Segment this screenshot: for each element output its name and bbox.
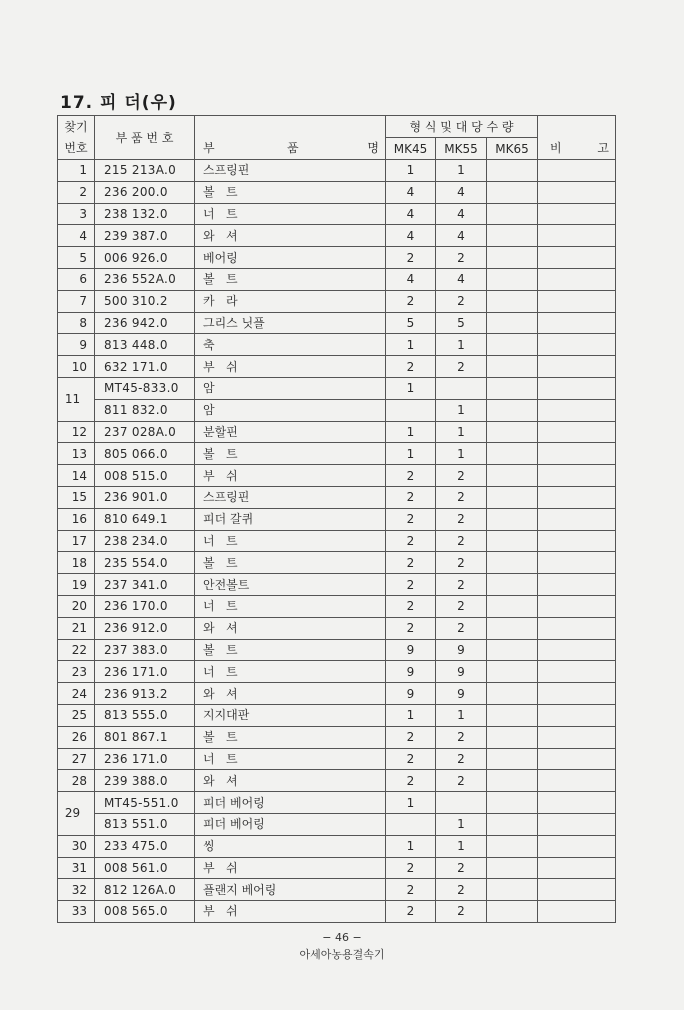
cell-qty-mk65 [487,617,538,639]
cell-part-name: 피더 갈퀴 [195,508,386,530]
cell-part-no: 236 942.0 [95,312,195,334]
cell-part-no: 801 867.1 [95,726,195,748]
cell-find-no: 20 [58,595,95,617]
cell-remarks [538,617,616,639]
cell-find-no: 19 [58,574,95,596]
cell-find-no: 18 [58,552,95,574]
cell-find-no: 8 [58,312,95,334]
table-row [58,835,616,857]
cell-qty-mk45: 2 [386,770,436,792]
cell-part-no: 811 832.0 [95,399,195,421]
cell-part-name: 부 쉬 [195,465,386,487]
cell-qty-mk45: 1 [386,334,436,356]
cell-part-name: 피더 베어링 [195,813,386,835]
cell-remarks [538,661,616,683]
cell-qty-mk45: 1 [386,377,436,399]
header-remarks-right: 고 [597,140,609,155]
cell-part-name: 너 트 [195,595,386,617]
cell-part-no: 239 387.0 [95,225,195,247]
cell-find-no: 6 [58,268,95,290]
cell-part-no: 236 200.0 [95,181,195,203]
cell-qty-mk55: 1 [436,835,487,857]
cell-qty-mk65 [487,639,538,661]
cell-part-no: 235 554.0 [95,552,195,574]
cell-remarks [538,683,616,705]
cell-remarks [538,181,616,203]
table-row [58,225,616,247]
cell-part-no: 813 555.0 [95,704,195,726]
cell-remarks [538,639,616,661]
cell-qty-mk55: 2 [436,247,487,269]
cell-qty-mk55: 2 [436,595,487,617]
cell-qty-mk55: 2 [436,508,487,530]
cell-part-name: 부 쉬 [195,901,386,923]
cell-part-name: 와 셔 [195,683,386,705]
cell-part-no: 236 552A.0 [95,268,195,290]
cell-qty-mk45: 1 [386,704,436,726]
cell-part-no: 500 310.2 [95,290,195,312]
table-row [58,639,616,661]
cell-qty-mk55: 1 [436,160,487,182]
cell-qty-mk55: 2 [436,290,487,312]
cell-find-no: 21 [58,617,95,639]
cell-qty-mk65 [487,835,538,857]
cell-qty-mk55 [436,792,487,814]
table-row [58,268,616,290]
cell-qty-mk55: 9 [436,639,487,661]
cell-part-name: 너 트 [195,748,386,770]
table-row [58,421,616,443]
cell-find-no: 2 [58,181,95,203]
cell-qty-mk55: 9 [436,661,487,683]
cell-qty-mk55: 1 [436,334,487,356]
cell-part-name: 씽 [195,835,386,857]
cell-part-no: 805 066.0 [95,443,195,465]
cell-part-name: 암 [195,377,386,399]
cell-remarks [538,247,616,269]
cell-part-name: 볼 트 [195,552,386,574]
cell-part-name: 부 쉬 [195,857,386,879]
cell-qty-mk55: 2 [436,770,487,792]
cell-qty-mk65 [487,552,538,574]
cell-part-name: 너 트 [195,203,386,225]
cell-qty-mk65 [487,312,538,334]
cell-remarks [538,225,616,247]
cell-qty-mk55 [436,377,487,399]
cell-remarks [538,792,616,814]
cell-qty-mk45: 2 [386,879,436,901]
page-title: 17. 피 더(우) [60,93,177,113]
cell-qty-mk45: 2 [386,901,436,923]
cell-find-no: 5 [58,247,95,269]
cell-qty-mk65 [487,225,538,247]
cell-qty-mk45: 2 [386,247,436,269]
cell-remarks [538,443,616,465]
cell-find-no: 14 [58,465,95,487]
cell-part-name: 베어링 [195,247,386,269]
cell-qty-mk55: 2 [436,748,487,770]
cell-qty-mk55: 2 [436,486,487,508]
cell-qty-mk65 [487,443,538,465]
cell-find-no: 27 [58,748,95,770]
cell-qty-mk65 [487,290,538,312]
table-row [58,748,616,770]
cell-qty-mk65 [487,268,538,290]
header-part-name-mid: 품 [287,140,299,155]
cell-qty-mk45: 1 [386,792,436,814]
cell-qty-mk45: 2 [386,726,436,748]
cell-qty-mk45: 5 [386,312,436,334]
cell-find-no: 25 [58,704,95,726]
cell-qty-mk55: 2 [436,879,487,901]
cell-qty-mk45: 2 [386,574,436,596]
cell-qty-mk45: 2 [386,748,436,770]
table-header [58,116,616,160]
cell-part-no: 008 565.0 [95,901,195,923]
cell-part-no: 237 341.0 [95,574,195,596]
table-row [58,443,616,465]
cell-qty-mk45: 9 [386,661,436,683]
cell-qty-mk65 [487,160,538,182]
cell-part-name: 스프링핀 [195,160,386,182]
cell-part-no: 238 234.0 [95,530,195,552]
cell-qty-mk45: 4 [386,268,436,290]
table-row [58,770,616,792]
cell-part-no: 239 388.0 [95,770,195,792]
page-number: − 46 − [322,931,362,944]
cell-remarks [538,879,616,901]
cell-qty-mk45: 2 [386,290,436,312]
cell-find-no: 29 [58,792,95,836]
cell-part-no: 008 515.0 [95,465,195,487]
cell-remarks [538,203,616,225]
cell-remarks [538,770,616,792]
table-row [58,181,616,203]
table-body [58,160,616,923]
cell-qty-mk45: 4 [386,225,436,247]
cell-part-no: 236 170.0 [95,595,195,617]
cell-qty-mk45: 1 [386,421,436,443]
cell-part-name: 암 [195,399,386,421]
header-model-mk45: MK45 [386,138,436,160]
cell-qty-mk45: 2 [386,617,436,639]
table-row [58,595,616,617]
cell-find-no: 4 [58,225,95,247]
cell-part-name: 안전볼트 [195,574,386,596]
cell-qty-mk55: 1 [436,443,487,465]
table-row [58,203,616,225]
cell-find-no: 30 [58,835,95,857]
table-row [58,465,616,487]
cell-qty-mk45: 1 [386,443,436,465]
cell-qty-mk65 [487,857,538,879]
table-row [58,857,616,879]
cell-qty-mk45 [386,813,436,835]
table-row [58,879,616,901]
cell-qty-mk55: 2 [436,726,487,748]
header-part-name-left: 부 [203,140,215,155]
cell-qty-mk65 [487,661,538,683]
cell-remarks [538,530,616,552]
cell-qty-mk65 [487,595,538,617]
cell-remarks [538,508,616,530]
table-row [58,574,616,596]
cell-part-name: 볼 트 [195,181,386,203]
cell-find-no: 12 [58,421,95,443]
table-row [58,399,616,421]
cell-part-no: 236 171.0 [95,748,195,770]
cell-part-no: 236 912.0 [95,617,195,639]
cell-remarks [538,421,616,443]
cell-part-no: MT45-833.0 [95,377,195,399]
cell-remarks [538,857,616,879]
cell-part-no: 008 561.0 [95,857,195,879]
header-remarks-left: 비 [550,140,562,155]
table-row [58,160,616,182]
cell-find-no: 17 [58,530,95,552]
cell-qty-mk65 [487,356,538,378]
header-model-mk55: MK55 [436,138,487,160]
table-row [58,661,616,683]
cell-qty-mk55: 1 [436,813,487,835]
cell-part-name: 볼 트 [195,639,386,661]
cell-find-no: 13 [58,443,95,465]
cell-part-name: 분할핀 [195,421,386,443]
cell-qty-mk55: 4 [436,268,487,290]
cell-qty-mk65 [487,181,538,203]
cell-qty-mk55: 4 [436,203,487,225]
cell-remarks [538,595,616,617]
table-row [58,247,616,269]
cell-remarks [538,726,616,748]
cell-remarks [538,574,616,596]
cell-find-no: 10 [58,356,95,378]
cell-qty-mk45: 4 [386,203,436,225]
table-row [58,552,616,574]
cell-remarks [538,835,616,857]
header-part-no: 부 품 번 호 [95,116,195,160]
cell-remarks [538,486,616,508]
cell-remarks [538,290,616,312]
cell-find-no: 15 [58,486,95,508]
table-row [58,813,616,835]
cell-qty-mk45: 2 [386,530,436,552]
cell-qty-mk65 [487,203,538,225]
table-row [58,486,616,508]
header-qty-group: 형 식 및 대 당 수 량 [386,116,538,138]
cell-remarks [538,552,616,574]
cell-part-no: 238 132.0 [95,203,195,225]
cell-qty-mk65 [487,704,538,726]
table-row [58,508,616,530]
cell-part-no: 237 383.0 [95,639,195,661]
cell-remarks [538,312,616,334]
cell-qty-mk65 [487,901,538,923]
cell-remarks [538,377,616,399]
cell-qty-mk55: 5 [436,312,487,334]
cell-part-name: 플랜지 베어링 [195,879,386,901]
cell-part-no: 813 448.0 [95,334,195,356]
cell-part-no: 813 551.0 [95,813,195,835]
cell-qty-mk65 [487,508,538,530]
cell-part-no: 233 475.0 [95,835,195,857]
cell-part-name: 와 셔 [195,225,386,247]
cell-find-no: 9 [58,334,95,356]
cell-find-no: 23 [58,661,95,683]
cell-qty-mk65 [487,726,538,748]
table-row [58,704,616,726]
cell-qty-mk45: 2 [386,857,436,879]
cell-find-no: 24 [58,683,95,705]
cell-qty-mk65 [487,486,538,508]
cell-find-no: 16 [58,508,95,530]
cell-remarks [538,704,616,726]
cell-find-no: 7 [58,290,95,312]
header-find-no-line2: 번호 [64,140,88,155]
table-row [58,377,616,399]
cell-qty-mk55: 4 [436,181,487,203]
cell-qty-mk55: 2 [436,552,487,574]
cell-find-no: 26 [58,726,95,748]
cell-part-name: 와 셔 [195,617,386,639]
cell-part-name: 너 트 [195,661,386,683]
cell-remarks [538,160,616,182]
cell-find-no: 1 [58,160,95,182]
cell-qty-mk65 [487,247,538,269]
cell-qty-mk55: 2 [436,901,487,923]
cell-part-no: 236 913.2 [95,683,195,705]
header-find-no-line1: 찾기 [64,119,88,134]
header-model-mk65: MK65 [487,138,538,160]
cell-remarks [538,748,616,770]
cell-part-no: 632 171.0 [95,356,195,378]
cell-qty-mk45: 2 [386,465,436,487]
cell-qty-mk45: 9 [386,639,436,661]
cell-part-name: 지지대판 [195,704,386,726]
cell-remarks [538,813,616,835]
cell-remarks [538,465,616,487]
cell-remarks [538,901,616,923]
cell-qty-mk55: 2 [436,857,487,879]
cell-qty-mk45: 2 [386,508,436,530]
cell-qty-mk65 [487,399,538,421]
header-remarks [538,116,616,160]
cell-part-name: 부 쉬 [195,356,386,378]
cell-remarks [538,268,616,290]
table-row [58,617,616,639]
table-row [58,792,616,814]
cell-qty-mk45 [386,399,436,421]
cell-part-name: 스프링핀 [195,486,386,508]
cell-qty-mk65 [487,465,538,487]
header-part-name-right: 명 [367,140,379,155]
cell-qty-mk55: 1 [436,399,487,421]
cell-qty-mk55: 2 [436,465,487,487]
cell-part-no: 236 171.0 [95,661,195,683]
cell-qty-mk55: 2 [436,617,487,639]
cell-part-no: 006 926.0 [95,247,195,269]
cell-qty-mk65 [487,334,538,356]
cell-part-no: 237 028A.0 [95,421,195,443]
header-part-name [195,116,386,160]
cell-part-name: 카 라 [195,290,386,312]
cell-qty-mk65 [487,574,538,596]
cell-part-no: 810 649.1 [95,508,195,530]
table-row [58,683,616,705]
cell-qty-mk45: 2 [386,595,436,617]
table-row [58,290,616,312]
cell-qty-mk45: 1 [386,160,436,182]
cell-qty-mk45: 4 [386,181,436,203]
table-row [58,356,616,378]
table-row [58,312,616,334]
footer-brand: 아세아농용결속기 [299,948,385,961]
cell-qty-mk65 [487,748,538,770]
cell-qty-mk55: 9 [436,683,487,705]
cell-qty-mk45: 2 [386,486,436,508]
table-row [58,334,616,356]
cell-qty-mk65 [487,683,538,705]
cell-qty-mk65 [487,421,538,443]
cell-part-no: 812 126A.0 [95,879,195,901]
cell-qty-mk55: 2 [436,356,487,378]
cell-part-name: 축 [195,334,386,356]
cell-find-no: 22 [58,639,95,661]
cell-qty-mk65 [487,813,538,835]
cell-qty-mk45: 2 [386,356,436,378]
cell-part-no: 236 901.0 [95,486,195,508]
table-row [58,530,616,552]
cell-remarks [538,334,616,356]
cell-find-no: 11 [58,377,95,421]
cell-part-name: 볼 트 [195,268,386,290]
cell-qty-mk65 [487,879,538,901]
table-row [58,726,616,748]
cell-qty-mk55: 4 [436,225,487,247]
cell-qty-mk65 [487,770,538,792]
cell-qty-mk55: 2 [436,530,487,552]
cell-part-no: MT45-551.0 [95,792,195,814]
cell-part-name: 너 트 [195,530,386,552]
cell-remarks [538,356,616,378]
cell-find-no: 33 [58,901,95,923]
header-find-no [58,116,95,160]
cell-find-no: 3 [58,203,95,225]
cell-find-no: 28 [58,770,95,792]
cell-qty-mk45: 9 [386,683,436,705]
cell-part-name: 볼 트 [195,726,386,748]
cell-qty-mk45: 1 [386,835,436,857]
cell-qty-mk45: 2 [386,552,436,574]
cell-part-no: 215 213A.0 [95,160,195,182]
cell-qty-mk65 [487,377,538,399]
cell-qty-mk65 [487,792,538,814]
cell-part-name: 피더 베어링 [195,792,386,814]
cell-qty-mk55: 1 [436,421,487,443]
cell-find-no: 31 [58,857,95,879]
cell-part-name: 와 셔 [195,770,386,792]
parts-table [57,115,616,923]
cell-part-name: 그리스 닛플 [195,312,386,334]
cell-remarks [538,399,616,421]
cell-qty-mk55: 1 [436,704,487,726]
cell-qty-mk55: 2 [436,574,487,596]
cell-find-no: 32 [58,879,95,901]
table-row [58,901,616,923]
cell-part-name: 볼 트 [195,443,386,465]
cell-qty-mk65 [487,530,538,552]
